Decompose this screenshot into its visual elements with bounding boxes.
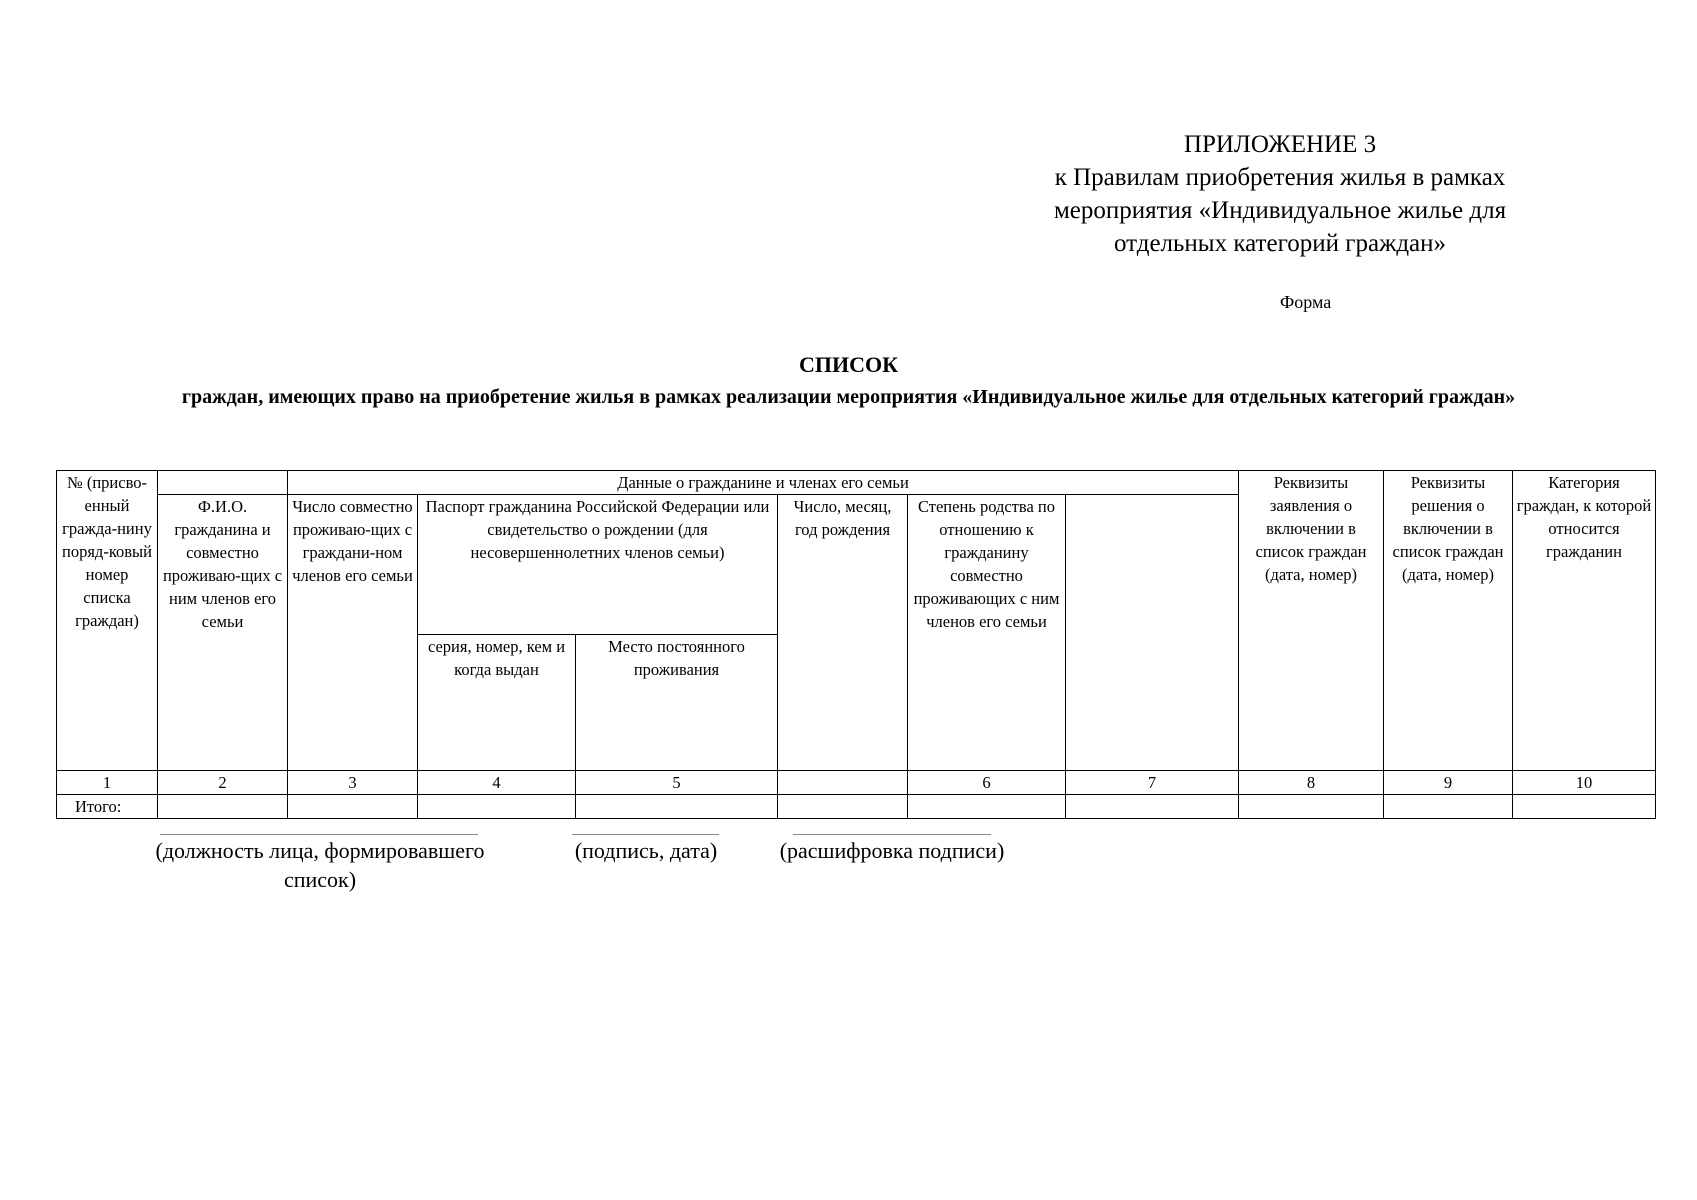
- header-relation: Степень родства по отношению к гражданину совместно проживающих с ним членов его семьи: [908, 495, 1066, 771]
- signature-caption: (подпись, дата): [574, 838, 718, 863]
- total-label: Итого:: [57, 795, 158, 819]
- citizens-list-table: [56, 470, 1656, 819]
- appendix-ref-line-2: мероприятия «Индивидуальное жилье для: [1053, 197, 1507, 224]
- header-family-count: Число совместно проживаю-щих с граждани-ном членов его семьи: [288, 495, 418, 771]
- column-number: 8: [1239, 771, 1384, 795]
- column-number: 6: [908, 771, 1066, 795]
- decoding-signature-line: [793, 834, 991, 835]
- header-fio: Ф.И.О. гражданина и совместно проживаю-щих с ним членов его семьи: [158, 495, 288, 771]
- header-empty-cell: [158, 471, 288, 495]
- document-subtitle: граждан, имеющих право на приобретение жилья в рамках реализации мероприятия «Индивидуальное жилье для отдельных категорий граждан»: [181, 386, 1516, 408]
- column-number: 4: [418, 771, 576, 795]
- header-residence: Место постоянного проживания: [576, 635, 778, 771]
- signature-line: [572, 834, 719, 835]
- header-passport-series: серия, номер, кем и когда выдан: [418, 635, 576, 771]
- position-caption: (должность лица, формировавшего список): [155, 838, 485, 892]
- column-number: 5: [576, 771, 778, 795]
- total-cell: [158, 795, 288, 819]
- total-cell: [1066, 795, 1239, 819]
- appendix-title: ПРИЛОЖЕНИЕ 3: [1183, 131, 1377, 158]
- total-cell: [1239, 795, 1384, 819]
- appendix-header: [1010, 128, 1550, 260]
- position-signature-line: [160, 834, 478, 835]
- column-numbers-row: [57, 771, 1656, 795]
- total-cell: [576, 795, 778, 819]
- total-cell: [908, 795, 1066, 819]
- appendix-ref-line-3: отдельных категорий граждан»: [1113, 230, 1447, 257]
- header-application-details: Реквизиты заявления о включении в список граждан (дата, номер): [1239, 471, 1384, 771]
- form-label: Форма: [1280, 292, 1332, 312]
- column-number: 1: [57, 771, 158, 795]
- column-number: 2: [158, 771, 288, 795]
- appendix-ref-line-1: к Правилам приобретения жилья в рамках: [1054, 164, 1506, 191]
- header-category: Категория граждан, к которой относится гражданин: [1513, 471, 1656, 771]
- header-passport: Паспорт гражданина Российской Федерации или свидетельство о рождении (для несовершеннолетних членов семьи): [418, 495, 778, 635]
- document-title: СПИСОК: [798, 352, 899, 377]
- header-birth-date: Число, месяц, год рождения: [778, 495, 908, 771]
- column-number: 7: [1066, 771, 1239, 795]
- total-cell: [1384, 795, 1513, 819]
- column-number: 3: [288, 771, 418, 795]
- total-row: [57, 795, 1656, 819]
- total-cell: [418, 795, 576, 819]
- decoding-caption: (расшифровка подписи): [779, 838, 1005, 863]
- total-cell: [778, 795, 908, 819]
- column-number: [778, 771, 908, 795]
- header-citizen-data-group: Данные о гражданине и членах его семьи: [288, 471, 1239, 495]
- total-cell: [288, 795, 418, 819]
- header-number: № (присво-енный гражда-нину поряд-ковый номер списка граждан): [57, 471, 158, 771]
- header-decision-details: Реквизиты решения о включении в список граждан (дата, номер): [1384, 471, 1513, 771]
- column-number: 10: [1513, 771, 1656, 795]
- column-number: 9: [1384, 771, 1513, 795]
- total-cell: [1513, 795, 1656, 819]
